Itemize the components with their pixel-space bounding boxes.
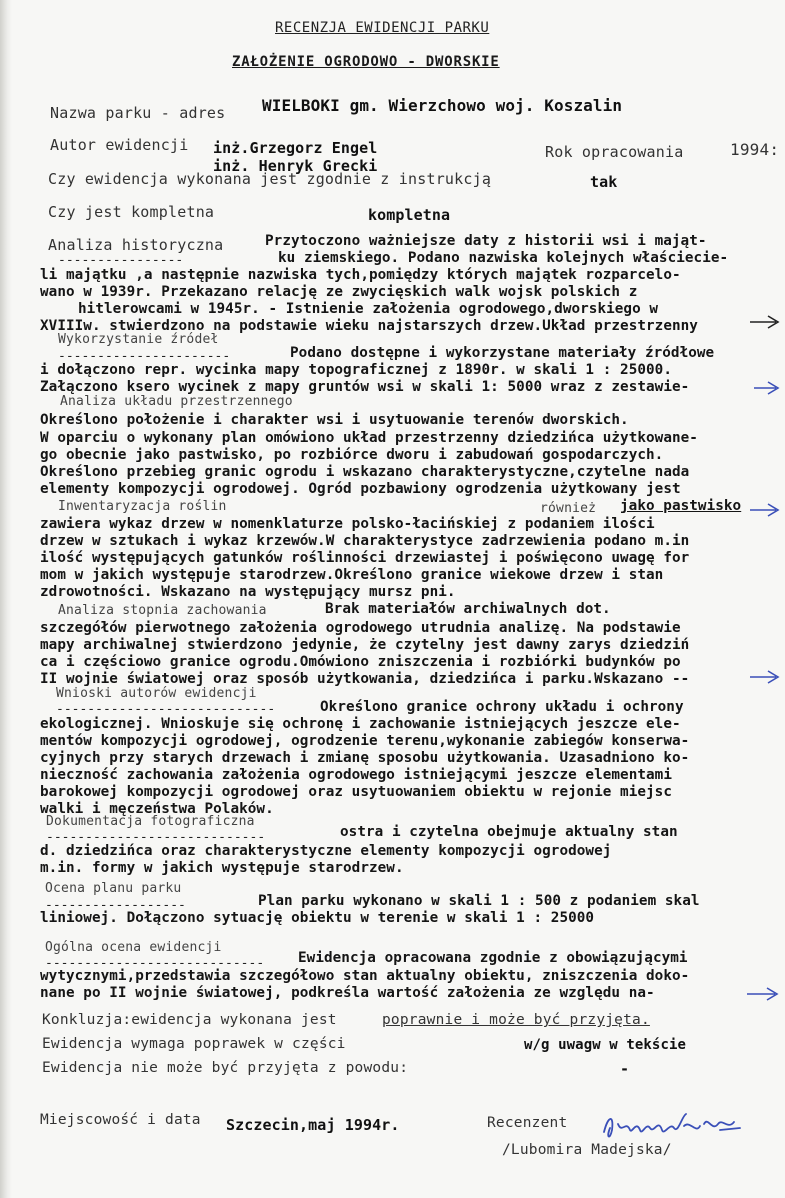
inventory-pasture: jako pastwisko — [620, 498, 742, 514]
sources-dash: ---------------------- — [58, 349, 231, 364]
sources-label: Wykorzystanie źródeł — [58, 332, 219, 347]
preservation-first: Brak materiałów archiwalnych dot. — [325, 601, 611, 617]
preservation-label: Analiza stopnia zachowania — [58, 603, 267, 618]
instruction-value: tak — [590, 173, 618, 191]
conclusions-line: nieczność zachowania założenia ogrodowego istniejącymi jeszcze elementami — [40, 767, 672, 783]
margin-arrow-icon — [748, 498, 782, 524]
author-1: inż.Grzegorz Engel — [213, 139, 378, 157]
plan-first: Plan parku wykonano w skali 1 : 500 z podaniem skal — [258, 893, 700, 909]
author-label: Autor ewidencji — [50, 136, 189, 154]
sources-line: Podano dostępne i wykorzystane materiały źródłowe — [290, 345, 715, 361]
conclusions-line: mentów kompozycji ogrodowej, ogrodzenie terenu,wykonanie zabiegów konserwa- — [40, 733, 690, 749]
place-date-label: Miejscowość i data — [40, 1112, 201, 1128]
plan-line: liniowej. Dołączono sytuację obiektu w terenie w skali 1 : 25000 — [40, 910, 595, 926]
scan-edge — [0, 0, 12, 1198]
conclusions-label: Wnioski autorów ewidencji — [56, 686, 257, 701]
historical-label: Analiza historyczna — [48, 236, 224, 254]
conclusions-line: ekologicznej. Wnioskuje się ochronę i zachowanie istniejących jeszcze ele- — [40, 716, 681, 732]
sources-line: Załączono ksero wycinek z mapy gruntów wsi w skali 1: 5000 wraz z zestawie- — [40, 379, 690, 395]
spatial-label: Analiza układu przestrzennego — [60, 394, 293, 409]
conclusion-value: poprawnie i może być przyjęta. — [382, 1012, 650, 1028]
photo-line: d. dziedzińca oraz charakterystyczne elementy kompozycji ogrodowej — [40, 843, 612, 859]
plan-label: Ocena planu parku — [45, 881, 182, 896]
place-date-value: Szczecin,maj 1994r. — [226, 1116, 400, 1134]
inventory-line: mom w jakich występuje starodrzew.Określono granice wiekowe drzew i stan — [40, 567, 664, 583]
corrections-label: Ewidencja wymaga poprawek w części — [42, 1036, 346, 1052]
overall-first: Ewidencja opracowana zgodnie z obowiązującymi — [298, 950, 688, 966]
spatial-line: go obecnie jako pastwisko, po rozbiórce dworu i zabudowań gospodarczych. — [40, 447, 664, 463]
document-subtitle: ZAŁOŻENIE OGRODOWO - DWORSKIE — [232, 54, 500, 70]
spatial-line: Określono przebieg granic ogrodu i wskazano charakterystyczne,czytelne nada — [40, 464, 690, 480]
historical-line: Przytoczono ważniejsze daty z historii wsi i mająt- — [265, 233, 707, 249]
overall-line: wytycznymi,przedstawia szczegółowo stan aktualny obiektu, zniszczenia doko- — [40, 968, 690, 984]
complete-value: kompletna — [368, 206, 451, 224]
conclusions-line: barokowej kompozycji ogrodowej oraz usytuowaniem obiektu w rejonie miejsc — [40, 784, 672, 800]
inventory-label: Inwentaryzacja roślin — [58, 499, 227, 514]
margin-arrow-icon — [745, 982, 781, 1008]
photo-label: Dokumentacja fotograficzna — [46, 814, 255, 829]
park-value: WIELBOKI gm. Wierzchowo woj. Koszalin — [262, 96, 623, 115]
historical-line: ku ziemskiego. Podano nazwiska kolejnych właściecie- — [278, 250, 729, 266]
historical-dash: ---------------- — [58, 253, 184, 268]
spatial-line: W oparciu o wykonany plan omówiono układ przestrzenny dziedzińca użytkowane- — [40, 430, 698, 446]
photo-dash: ---------------------------- — [46, 830, 266, 845]
margin-arrow-icon — [752, 372, 782, 402]
historical-line: li majątku ,a następnie nazwiska tych,pomiędzy których majątek rozparcelo- — [40, 267, 681, 283]
handwritten-signature — [600, 1110, 750, 1144]
overall-label: Ogólna ocena ewidencji — [45, 940, 222, 955]
photo-first: ostra i czytelna obejmuje aktualny stan — [340, 824, 678, 840]
historical-line: XVIIIw. stwierdzono na podstawie wieku najstarszych drzew.Układ przestrzenny — [40, 318, 698, 334]
overall-dash: ---------------------------- — [45, 956, 265, 971]
reviewer-label: Recenzent — [487, 1115, 568, 1131]
conclusions-first: Określono granice ochrony układu i ochrony — [320, 699, 684, 715]
inventory-also: również — [540, 501, 597, 516]
spatial-line: Określono położenie i charakter wsi i usytuowanie terenów dworskich. — [40, 412, 629, 428]
conclusions-dash: ---------------------------- — [56, 702, 276, 717]
inventory-line: drzew w sztukach i wykaz krzewów.W charakterystyce zadrzewienia podano m.in — [40, 533, 690, 549]
margin-arrow-icon — [748, 665, 782, 691]
sources-line: i dołączono repr. wycinka mapy topograficznej z 1890r. w skali 1 : 25000. — [40, 362, 672, 378]
overall-line: nane po II wojnie światowej, podkreśla wartość założenia ze względu na- — [40, 985, 655, 1001]
inventory-line: zawiera wykaz drzew w nomenklaturze polsko-łacińskiej z podaniem ilości — [40, 516, 655, 532]
rejection-value: - — [620, 1060, 630, 1078]
preservation-line: II wojnie światowej oraz sposób użytkowania, dziedzińca i parku.Wskazano -- — [40, 671, 690, 687]
conclusions-line: cyjnych przy starych drzewach i zmianę sposobu użytkowania. Uzasadniono ko- — [40, 750, 690, 766]
reviewer-name: /Lubomira Madejska/ — [502, 1142, 672, 1158]
historical-line: wano w 1939r. Przekazano relację ze zwycięskich walk wojsk polskich z — [40, 284, 638, 300]
inventory-line: ilość występujących gatunków roślinności drzewiastej i poświęcono uwagę for — [40, 550, 690, 566]
preservation-line: mapy archiwalnej stwierdzono jedynie, że czytelny jest dawny zarys dziedziń — [40, 637, 690, 653]
preservation-line: szczegółów pierwotnego założenia ogrodowego utrudnia analizę. Na podstawie — [40, 620, 681, 636]
corrections-value: w/g uwagw w tekście — [524, 1037, 687, 1053]
complete-label: Czy jest kompletna — [48, 203, 215, 221]
author-2: inż. Henryk Grecki — [213, 157, 378, 175]
conclusions-line: walki i męczeństwa Polaków. — [40, 801, 274, 817]
rejection-label: Ewidencja nie może być przyjęta z powodu: — [42, 1060, 409, 1076]
instruction-label: Czy ewidencja wykonana jest zgodnie z instrukcją — [48, 170, 492, 188]
spatial-line: elementy kompozycji ogrodowej. Ogród pozbawiony ogrodzenia użytkowany jest — [40, 481, 681, 497]
plan-dash: ------------------ — [45, 898, 186, 913]
inventory-line: zdrowotności. Wskazano na występujący mursz pni. — [40, 584, 456, 600]
year-label: Rok opracowania — [545, 143, 684, 161]
conclusion-label: Konkluzja:ewidencja wykonana jest — [42, 1012, 337, 1028]
year-value: 1994: — [730, 140, 780, 159]
preservation-line: ca i częściowo granice ogrodu.Omówiono zniszczenia i rozbiórki budynków po — [40, 654, 681, 670]
document-title: RECENZJA EWIDENCJI PARKU — [275, 20, 490, 36]
photo-line: m.in. formy w jakich występuje starodrzew. — [40, 860, 404, 876]
historical-line: hitlerowcami w 1945r. - Istnienie założenia ogrodowego,dworskiego w — [78, 301, 659, 317]
park-label: Nazwa parku - adres — [50, 104, 226, 122]
margin-arrow-icon — [748, 300, 782, 330]
